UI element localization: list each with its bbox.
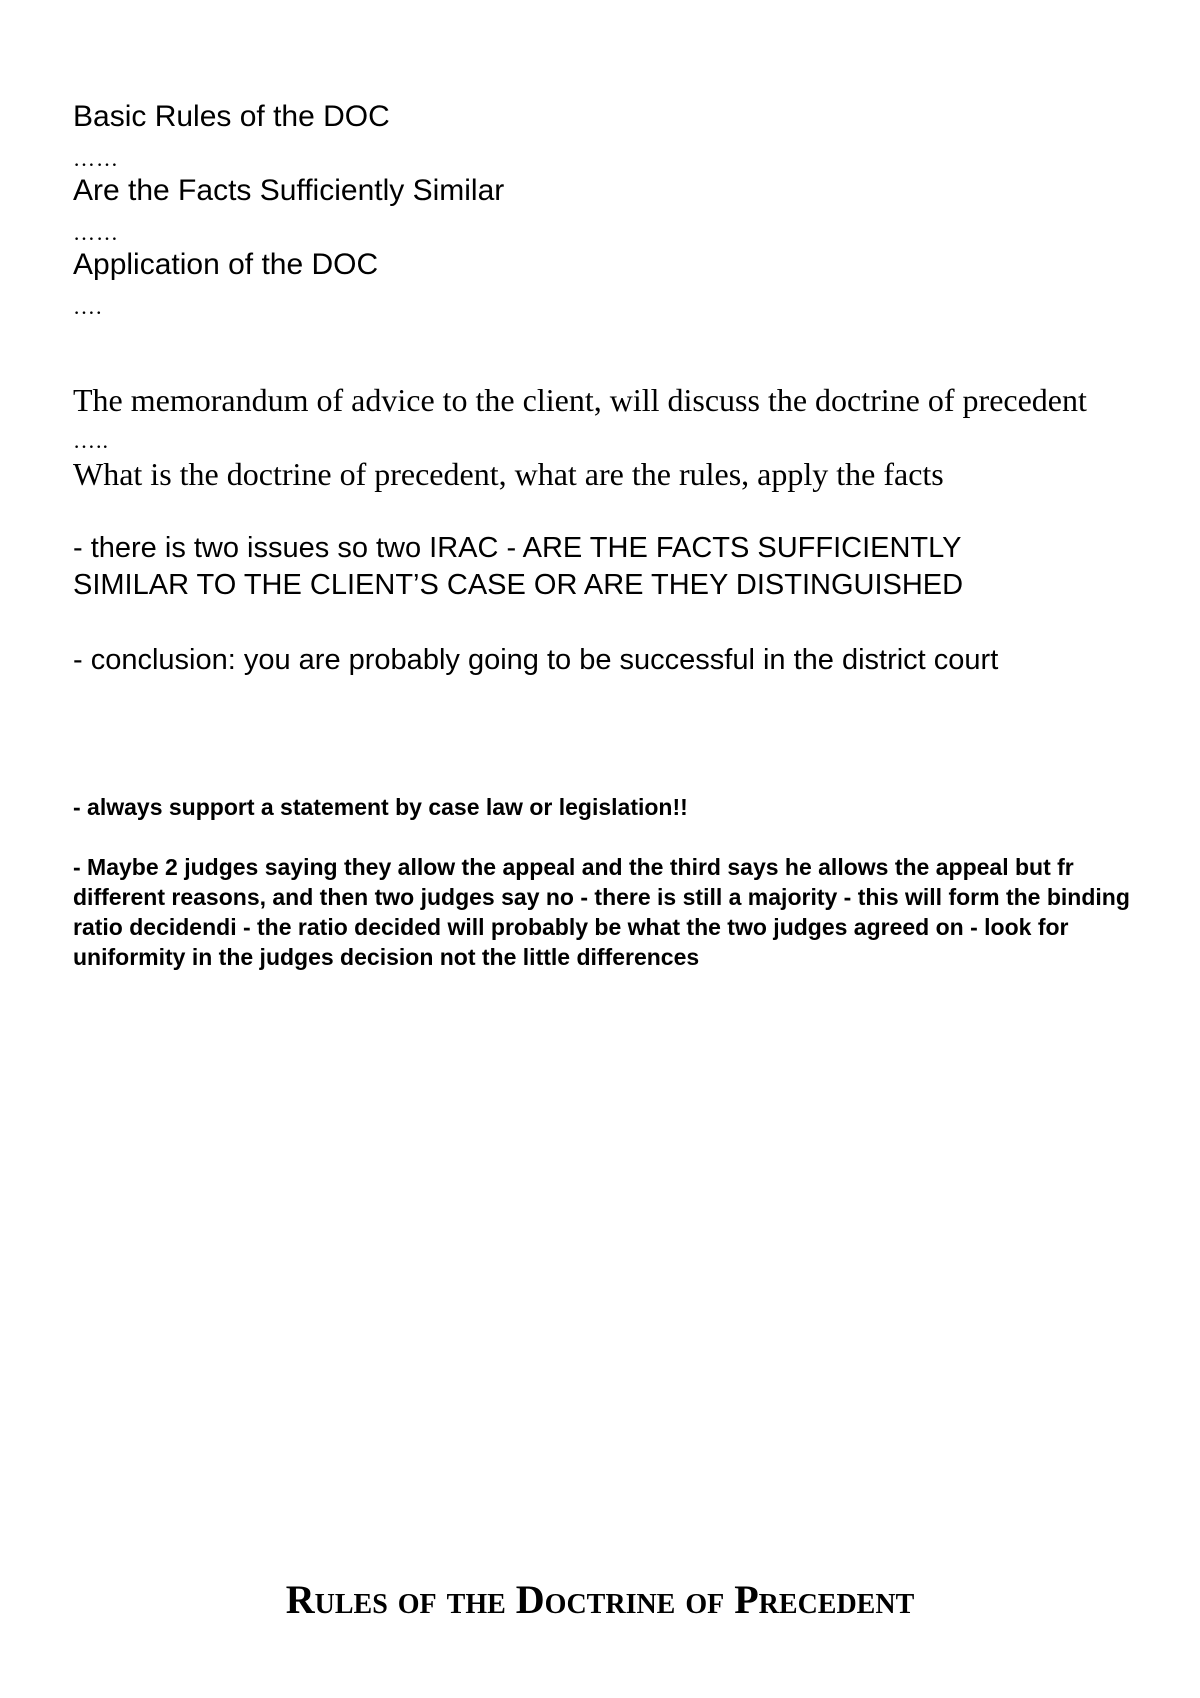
support-note: - always support a statement by case law or legislation!!	[73, 794, 688, 820]
ellipsis-1: ……	[73, 146, 119, 171]
heading-basic-rules: Basic Rules of the DOC	[73, 100, 390, 133]
ellipsis-2: ……	[73, 220, 119, 245]
majority-note: - Maybe 2 judges saying they allow the appeal and the third says he allows the appeal but fr different reasons, and then two judges say no - there is still a majority - this will form the binding ratio decidendi - the ratio decided will probably be what the two judges agreed on - look for uniformity in the judges decision not the little differences	[73, 854, 1130, 970]
what-is-line: What is the doctrine of precedent, what are the rules, apply the facts	[73, 456, 944, 492]
issues-line-1: - there is two issues so two IRAC - ARE THE FACTS SUFFICIENTLY	[73, 532, 962, 564]
memo-line: The memorandum of advice to the client, will discuss the doctrine of precedent	[73, 382, 1087, 418]
issues-line-2: SIMILAR TO THE CLIENT’S CASE OR ARE THEY DISTINGUISHED	[73, 569, 964, 601]
heading-facts-similar: Are the Facts Sufficiently Similar	[73, 174, 505, 207]
heading-application: Application of the DOC	[73, 248, 379, 281]
ellipsis-3: ….	[73, 294, 103, 319]
page-title: Rules of the Doctrine of Precedent	[285, 1577, 915, 1622]
conclusion-line: - conclusion: you are probably going to be successful in the district court	[73, 644, 999, 676]
ellipsis-4: …..	[73, 428, 109, 453]
